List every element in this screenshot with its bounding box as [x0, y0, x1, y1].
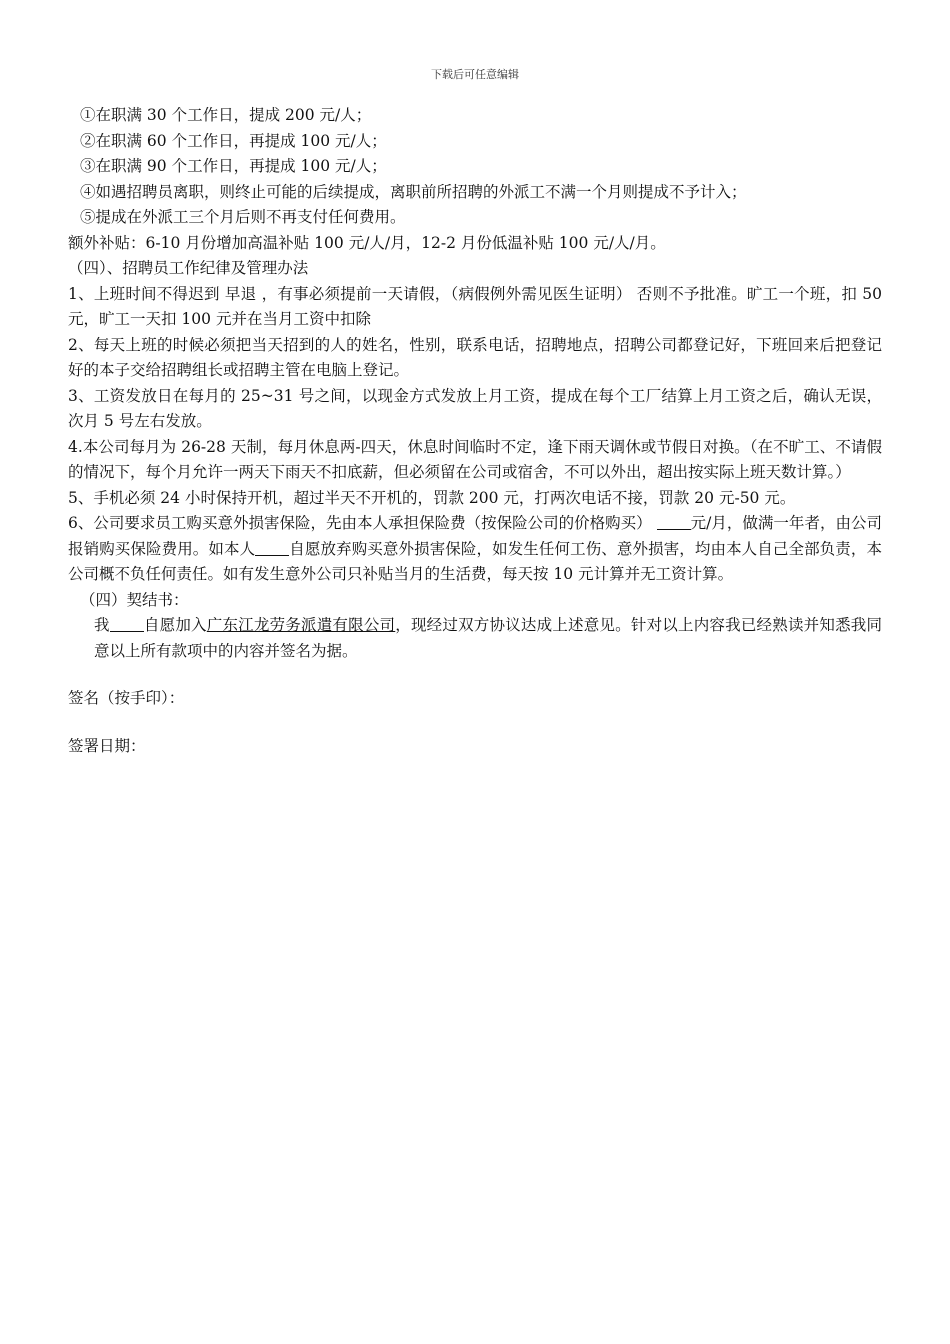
rule-6: [68, 511, 882, 588]
date-label: 签署日期：: [68, 736, 146, 755]
insurance-amount-blank: [657, 511, 691, 530]
company-name: 广东江龙劳务派遣有限公司: [206, 616, 396, 634]
rule-2: 2、每天上班的时候必须把当天招到的人的姓名，性别，联系电话，招聘地点，招聘公司都登记好，下班回来后把登记好的本子交给招聘组长或招聘主管在电脑上登记。: [68, 335, 882, 379]
rule-5: 5、手机必须 24 小时保持开机，超过半天不开机的，罚款 200 元，打两次电话不接，罚款 20 元-50 元。: [68, 488, 796, 507]
document-body: [68, 103, 882, 759]
commission-item-4: ④如遇招聘员离职，则终止可能的后续提成，离职前所招聘的外派工不满一个月则提成不予计入；: [80, 182, 747, 201]
rule-6-part-c: 自愿放弃购买意外损害保险，如发生任何工伤、意外损害，均由本人自己全部负责，本公司概不负任何责任。如有发生意外公司只补贴当月的生活费，每天按 10 元计算并无工资计算。: [68, 539, 882, 583]
rule-3: 3、工资发放日在每月的 25~31 号之间，以现金方式发放上月工资，提成在每个工厂结算上月工资之后，确认无误，次月 5 号左右发放。: [68, 386, 882, 430]
name-blank: [255, 537, 289, 556]
commission-item-3: ③在职满 90 个工作日，再提成 100 元/人；: [80, 157, 387, 175]
spacer: [68, 664, 882, 686]
contract-text: [68, 613, 882, 664]
contract-post: ，现经过双方协议达成上述意见。针对以上内容我已经熟读并知悉我同意以上所有款项中的内容并签名为据。: [94, 616, 882, 660]
contract-mid: 自愿加入: [143, 616, 207, 634]
signature-label: 签名（按手印）：: [68, 689, 185, 707]
rule-6-part-a: 6、公司要求员工购买意外损害保险，先由本人承担保险费（按保险公司的价格购买）: [68, 514, 652, 532]
commission-item-1: ①在职满 30 个工作日，提成 200 元/人；: [80, 106, 372, 124]
rule-4: 4.本公司每月为 26-28 天制，每月休息两-四天，休息时间临时不定，逢下雨天调休或节假日对换。（在不旷工、不请假的情况下，每个月允许一两天下雨天不扣底薪，但必须留在公司或宿舍，不可以外出，超出按实际上班天数计算。）: [68, 437, 882, 481]
spacer: [68, 712, 882, 734]
rule-6-part-b: 元/月，做满一年者，由公司报销购买保险费用。如本人: [68, 514, 882, 558]
rule-1: 1、上班时间不得迟到 早退 ，有事必须提前一天请假，（病假例外需见医生证明） 否则不予批准。旷工一个班，扣 50 元，旷工一天扣 100 元并在当月工资中扣除: [68, 284, 882, 328]
page-header-note: 下载后可任意编辑: [431, 68, 519, 81]
contract-pre: 我: [94, 616, 110, 634]
contract-title: （四）契结书：: [80, 590, 189, 609]
contract-name-blank: [110, 613, 144, 632]
subsidy-line: 额外补贴：6-10 月份增加高温补贴 100 元/人/月，12-2 月份低温补贴 100 元/人/月。: [68, 233, 666, 252]
section-rules-title: （四）、招聘员工作纪律及管理办法: [68, 259, 309, 277]
commission-item-2: ②在职满 60 个工作日，再提成 100 元/人；: [80, 131, 387, 150]
commission-item-5: ⑤提成在外派工三个月后则不再支付任何费用。: [80, 208, 406, 226]
